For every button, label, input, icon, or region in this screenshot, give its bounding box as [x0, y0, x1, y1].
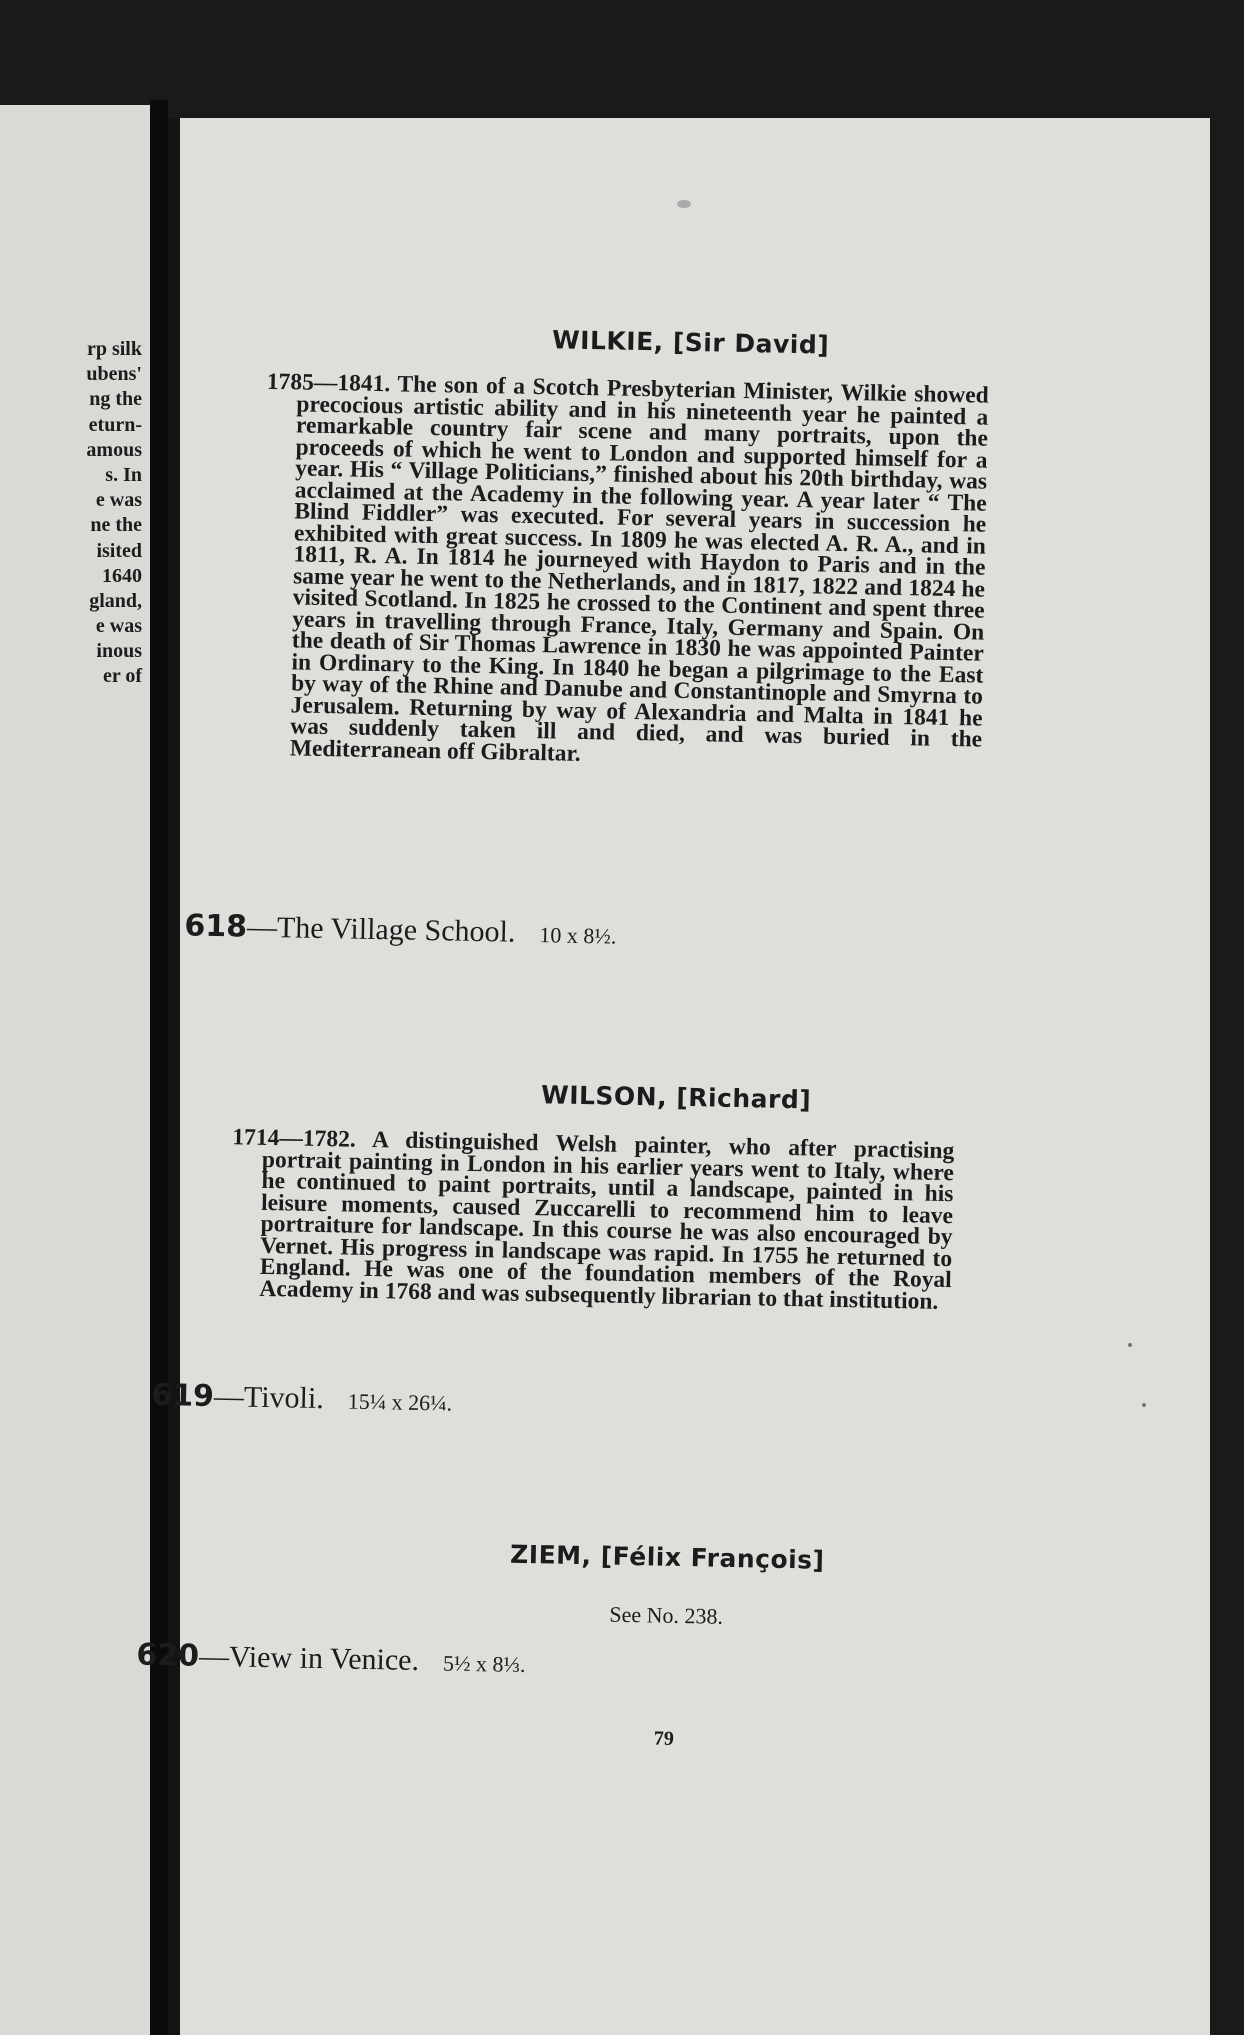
- artist-heading-ziem: [152, 1533, 1182, 1582]
- page-content: [136, 108, 1210, 1750]
- item-number: 618: [184, 908, 248, 945]
- left-page-line: isited: [96, 539, 142, 562]
- page-number: 79: [653, 1727, 675, 1750]
- left-page-line: er of: [102, 665, 142, 688]
- left-page-line: s. In: [105, 463, 142, 486]
- item-number: 620: [136, 1637, 200, 1674]
- left-page-line: ng the: [89, 388, 142, 411]
- artist-given-name: [Richard]: [676, 1082, 812, 1115]
- catalogue-page: [136, 118, 1210, 2035]
- artist-heading-wilson: [161, 1073, 1191, 1122]
- left-page-line: e was: [95, 489, 142, 512]
- cross-reference: See No. 238.: [609, 1601, 724, 1629]
- item-dimensions: 10 x 8½.: [539, 922, 617, 949]
- left-facing-page: [0, 105, 150, 2035]
- left-page-line: gland,: [89, 589, 142, 612]
- left-page-line: rp silk: [86, 338, 142, 360]
- catalogue-item-618: [184, 908, 617, 951]
- left-page-line: 1640: [102, 564, 142, 587]
- catalogue-item-620: [136, 1638, 526, 1680]
- left-page-line: inous: [96, 640, 142, 663]
- page-speck: [1128, 1343, 1132, 1347]
- item-dimensions: 5½ x 8⅓.: [442, 1650, 526, 1678]
- item-title: —The Village School.: [246, 910, 516, 949]
- item-dimensions: 15¼ x 26¼.: [347, 1388, 453, 1416]
- left-page-line: eturn-: [88, 413, 142, 436]
- artist-surname: WILKIE,: [551, 325, 664, 357]
- item-number: 619: [151, 1377, 215, 1414]
- page-blemish: [677, 200, 691, 208]
- left-page-line: ubens': [86, 363, 142, 386]
- left-page-line: e was: [95, 615, 142, 638]
- page-speck: [1142, 1403, 1146, 1407]
- artist-surname: ZIEM,: [509, 1539, 592, 1571]
- artist-heading-wilkie: [176, 318, 1206, 367]
- item-title: —View in Venice.: [198, 1639, 420, 1677]
- catalogue-item-619: [151, 1378, 453, 1419]
- artist-given-name: [Sir David]: [672, 327, 830, 360]
- artist-given-name: [Félix François]: [600, 1541, 825, 1575]
- left-page-line: amous: [86, 438, 142, 461]
- book-spine-shadow: [150, 100, 168, 2035]
- artist-biography-wilson: 1714—1782. A distinguished Welsh painter, who after practising portrait painting in London in his earlier years went to Italy, where he continued to paint portraits, until a landscape, painted in his leisure moments, caused Zuccarelli to recommend him to leave portraiture for landscape. In this course he was also encouraged by Vernet. His progress in landscape was rapid. In 1755 he returned to England. He was one of the foundation members of the Royal Academy in 1768 and was subsequently librarian to that institution.: [232, 1124, 955, 1315]
- artist-biography-wilkie: 1785—1841. The son of a Scotch Presbyterian Minister, Wilkie showed precocious artistic ability and in his nineteenth year he painted a remarkable country fair scene and many portraits, upon the proceeds of which he went to London and supported himself for a year. His “ Village Politicians,” finished about his 20th birthday, was acclaimed at the Academy in the following year. A year later “ The Blind Fiddler” was executed. For several years in succession he exhibited with great success. In 1809 he was elected A. R. A., and in 1811, R. A. In 1814 he journeyed with Haydon to Paris and in the same year he went to the Netherlands, and in 1817, 1822 and 1824 he visited Scotland. In 1825 he crossed to the Continent and spent three years in travelling through France, Italy, Germany and Spain. On the death of Sir Thomas Lawrence in 1830 he was appointed Painter in Ordinary to the King. In 1840 he began a pilgrimage to the East by way of the Rhine and Danube and Constantinople and Smyrna to Jerusalem. Returning by way of Alexandria and Malta in 1841 he was suddenly taken ill and died, and was buried in the Mediterranean off Gibraltar.: [266, 368, 989, 767]
- item-title: —Tivoli.: [213, 1380, 325, 1416]
- left-page-line: ne the: [90, 514, 142, 537]
- left-page-text-fragments: [86, 337, 142, 690]
- artist-surname: WILSON,: [540, 1080, 668, 1112]
